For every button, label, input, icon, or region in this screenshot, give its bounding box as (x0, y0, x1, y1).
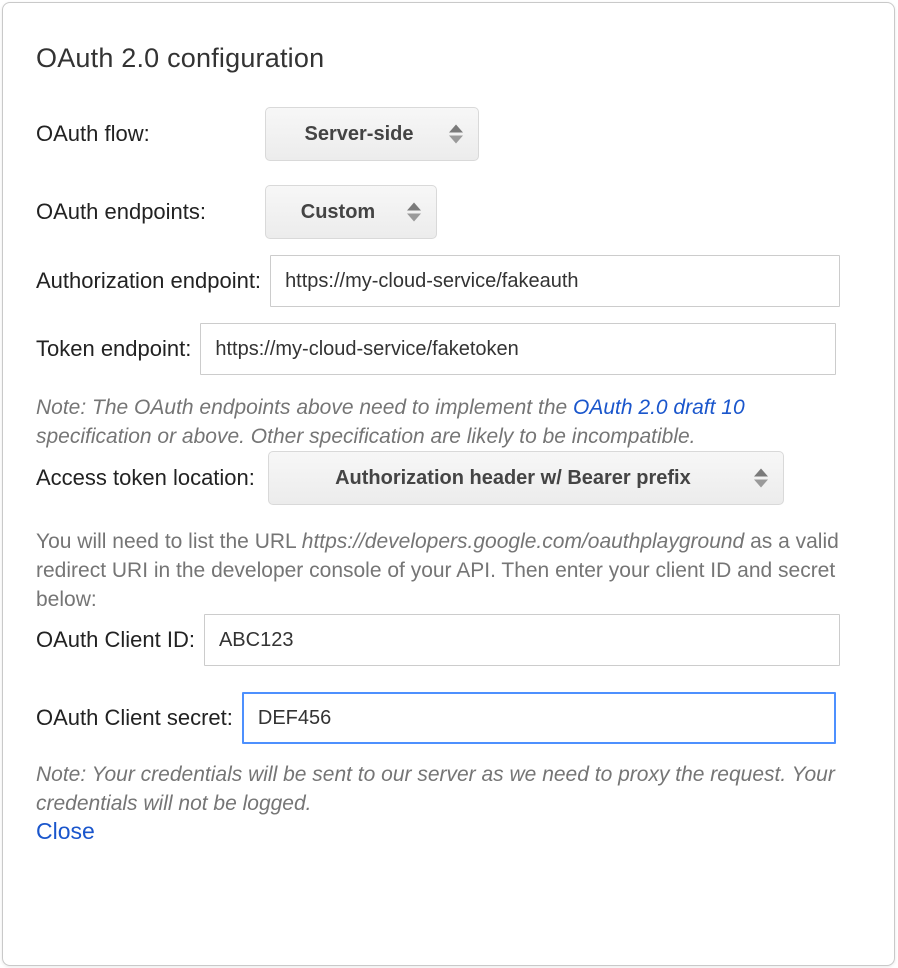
oauth-flow-label: OAuth flow: (36, 121, 150, 146)
oauth-endpoints-row (36, 185, 861, 239)
dropdown-arrows-icon (449, 125, 463, 144)
dropdown-arrows-icon (407, 203, 421, 222)
oauth-config-dialog (2, 2, 895, 966)
dropdown-arrows-icon (754, 469, 768, 488)
credentials-note: Note: Your credentials will be sent to our server as we need to proxy the request. Your credentials will not be logged. (36, 763, 835, 815)
authorization-endpoint-input[interactable] (270, 255, 840, 307)
access-token-location-row (36, 451, 861, 505)
oauth-flow-row (36, 107, 861, 161)
endpoints-note-post: specification or above. Other specification are likely to be incompatible. (36, 425, 696, 448)
oauth-flow-selected-value: Server-side (304, 122, 414, 145)
client-id-input[interactable] (204, 614, 840, 666)
authorization-endpoint-row (36, 255, 861, 307)
token-endpoint-row (36, 323, 861, 375)
close-link[interactable]: Close (36, 818, 95, 844)
access-token-location-selected-value: Authorization header w/ Bearer prefix (335, 466, 691, 489)
oauth-endpoints-label: OAuth endpoints: (36, 199, 207, 224)
oauth-endpoints-selected-value: Custom (300, 200, 376, 223)
client-id-label: OAuth Client ID: (36, 627, 195, 652)
endpoints-note-pre: Note: The OAuth endpoints above need to implement the (36, 396, 574, 419)
oauth-endpoints-select[interactable] (265, 185, 437, 239)
client-secret-row (36, 692, 861, 744)
endpoints-note (36, 393, 861, 451)
oauth-draft-link[interactable]: OAuth 2.0 draft 10 (573, 396, 745, 419)
oauth-flow-select[interactable] (265, 107, 479, 161)
redirect-paragraph-post: as a valid redirect URI in the developer console of your API. Then enter your client ID and secret below: (36, 530, 839, 611)
access-token-location-select[interactable] (268, 451, 784, 505)
client-id-row (36, 614, 861, 666)
redirect-paragraph-pre: You will need to list the URL (36, 530, 302, 553)
authorization-endpoint-label: Authorization endpoint: (36, 268, 262, 293)
playground-url-text: https://developers.google.com/oauthplayground (301, 530, 745, 553)
redirect-uri-paragraph (36, 527, 861, 614)
token-endpoint-label: Token endpoint: (36, 336, 192, 361)
client-secret-input[interactable] (242, 692, 836, 744)
dialog-title: OAuth 2.0 configuration (36, 43, 325, 73)
access-token-location-label: Access token location: (36, 465, 255, 490)
token-endpoint-input[interactable] (200, 323, 836, 375)
client-secret-label: OAuth Client secret: (36, 705, 233, 730)
